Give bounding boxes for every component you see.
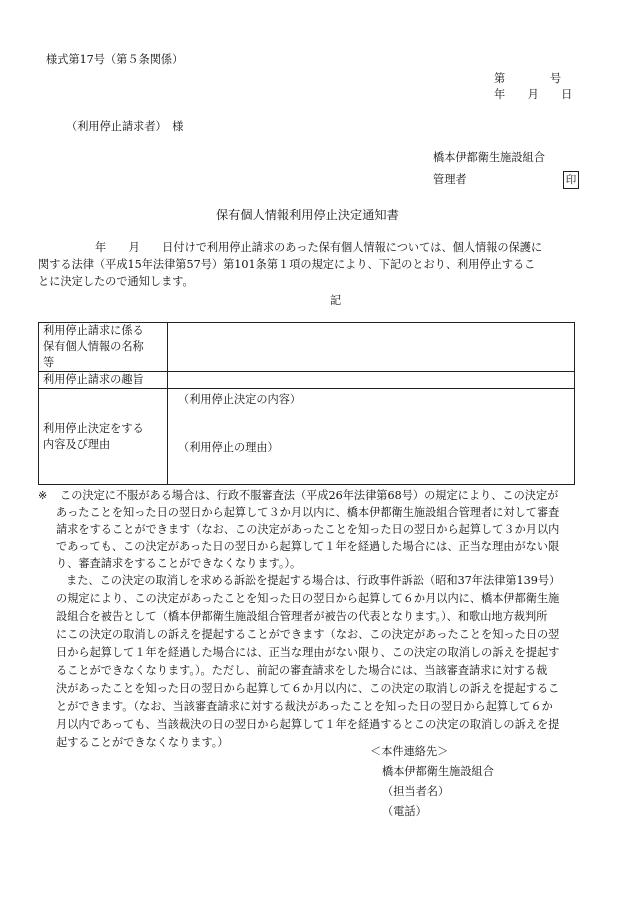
seal-mark: 印 <box>563 171 579 189</box>
note-line: 月以内であっても、当該裁決の日の翌日から起算して１年を経過するとこの決定の取消しの訴えを提 <box>56 718 560 731</box>
contact-phone: （電話） <box>382 805 427 818</box>
row-label-purpose: 利用停止請求の趣旨 <box>39 372 168 389</box>
note-line: 日から起算して１年を経過した場合には、正当な理由がない限り、この決定の取消しの訴えを提起す <box>56 646 560 659</box>
note-line: 決があったことを知った日の翌日から起算して６か月以内に、この決定の取消しの訴えを提起するこ <box>56 682 560 695</box>
note-line: 請求をすることができます（なお、この決定があったことを知った日の翌日から起算して３か月以内 <box>56 523 560 536</box>
intro-line-2: 関する法律（平成15年法律第57号）第101条第１項の規定により、下記のとおり、利用停止するこ <box>38 258 536 271</box>
decision-reason-heading: （利用停止の理由） <box>178 441 279 454</box>
note-line: とができます。（なお、当該審査請求に対する裁決があったことを知った日の翌日から起算して６か <box>56 700 553 713</box>
label-line: 保有個人情報の名称 <box>43 340 144 353</box>
contact-heading: ＜本件連絡先＞ <box>370 745 449 758</box>
sender-manager: 管理者 <box>433 173 467 186</box>
label-line: 内容及び理由 <box>43 437 111 451</box>
row-label-decision <box>39 389 168 485</box>
note-line: の規定により、この決定があったことを知った日の翌日から起算して６か月以内に、橋本伊都衛生施 <box>56 592 560 605</box>
addressee: （利用停止請求者） 様 <box>66 120 184 133</box>
label-line: 等 <box>43 356 55 369</box>
note-line: この決定に不服がある場合は、行政不服審査法（平成26年法律第68号）の規定により、この決定が <box>60 489 559 502</box>
decision-content-heading: （利用停止決定の内容） <box>178 393 302 406</box>
document-number: 第 号 <box>494 72 562 85</box>
ki-heading: 記 <box>330 294 342 307</box>
contact-person: （担当者名） <box>382 785 450 798</box>
sender-organization: 橋本伊都衛生施設組合 <box>433 151 545 164</box>
form-number: 様式第17号（第５条関係） <box>46 53 184 66</box>
contact-block <box>370 742 494 822</box>
label-line: 利用停止決定をする <box>43 421 144 435</box>
note-line: にこの決定の取消しの訴えを提起することができます（なお、この決定があったことを知った日の翌 <box>56 628 560 641</box>
contact-organization: 橋本伊都衛生施設組合 <box>382 765 494 778</box>
intro-line-3: とに決定したので通知します。 <box>38 275 194 288</box>
cell-purpose <box>168 372 575 389</box>
cell-info-name <box>168 323 575 372</box>
decision-table <box>38 322 575 485</box>
note-line: 起することができなくなります。） <box>56 736 229 749</box>
note-line: あったことを知った日の翌日から起算して３か月以内に、橋本伊都衛生施設組合管理者に対して審査 <box>56 506 560 519</box>
intro-line-1: 年 月 日付けで利用停止請求のあった保有個人情報については、個人情報の保護に <box>95 241 543 254</box>
document-date: 年 月 日 <box>494 88 573 101</box>
note-line: ることができなくなります。）。ただし、前記の審査請求をした場合には、当該審査請求に対する裁 <box>56 664 548 677</box>
note-mark: ※ <box>38 489 48 502</box>
note-line: また、この決定の取消しを求める訴訟を提起する場合は、行政事件訴訟（昭和37年法律第139号） <box>66 574 561 587</box>
row-label-info-name <box>39 323 168 372</box>
note-line: り、審査請求をすることができなくなります。）。 <box>56 557 302 570</box>
note-line: 設組合を被告として（橋本伊都衛生施設組合管理者が被告の代表となります。）、和歌山地方裁判所 <box>56 610 548 623</box>
note-line: であっても、この決定があった日の翌日から起算して１年を経過した場合には、正当な理由がない限 <box>56 540 560 553</box>
document-title: 保有個人情報利用停止決定通知書 <box>216 208 399 222</box>
label-line: 利用停止請求に係る <box>43 324 144 337</box>
cell-decision <box>168 389 575 485</box>
